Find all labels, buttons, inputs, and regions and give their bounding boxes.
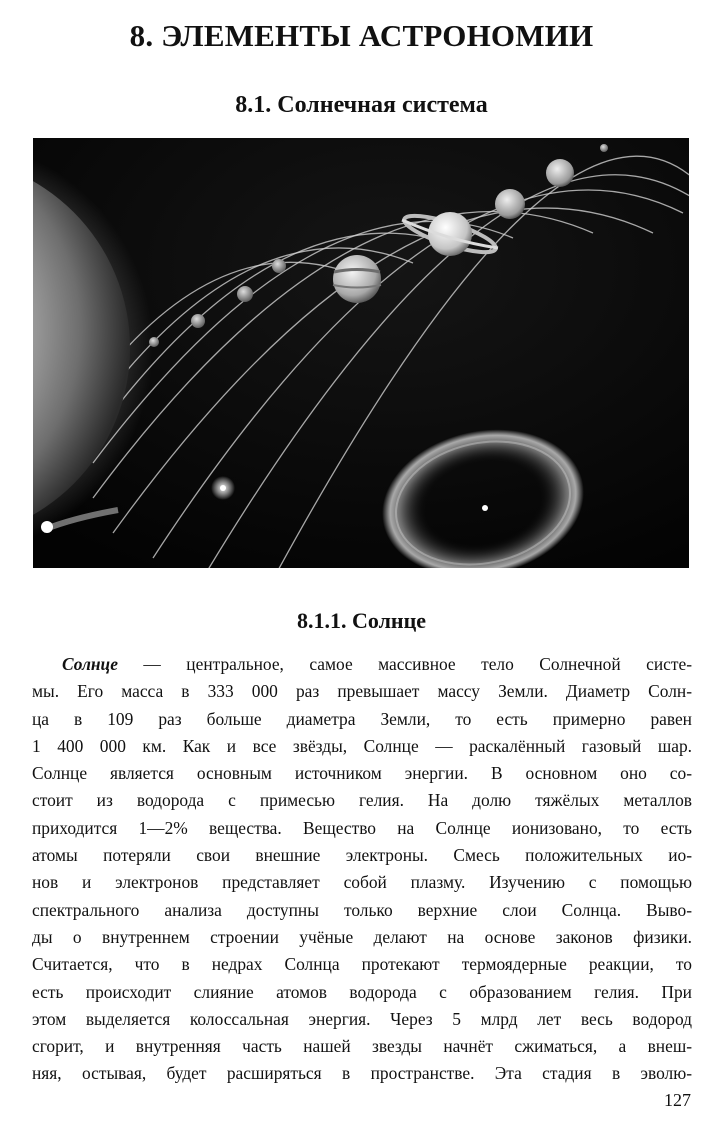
nebula-star — [482, 505, 488, 511]
solar-system-illustration — [33, 138, 689, 568]
paragraph-line: стоит из водорода с примесью гелия. На долю тяжёлых металлов — [32, 790, 692, 811]
paragraph-line: мы. Его масса в 333 000 раз превышает массу Земли. Диаметр Солн- — [32, 681, 692, 702]
planet-mercury — [149, 337, 159, 347]
paragraph-line: ды о внутреннем строении учёные делают на основе законов физики. — [32, 926, 692, 947]
planet-pluto — [600, 144, 608, 152]
paragraph-line: Считается, что в недрах Солнца протекают термоядерные реакции, то — [32, 954, 692, 975]
planet-mars — [272, 259, 286, 273]
line-text: — центральное, самое массивное тело Солнечной систе- — [117, 654, 692, 674]
paragraph-line: атомы потеряли свои внешние электроны. Смесь положительных ио- — [32, 845, 692, 866]
page-number: 127 — [664, 1090, 691, 1110]
paragraph-line: 1 400 000 км. Как и все звёзды, Солнце — раскалённый газовый шар. — [32, 735, 692, 756]
paragraph-line: няя, остывая, будет расширяться в пространстве. Эта стадия в эволю- — [32, 1063, 692, 1084]
planet-jupiter — [333, 255, 381, 303]
section-title: 8.1. Солнечная система — [235, 92, 488, 118]
paragraph-line: приходится 1—2% вещества. Вещество на Солнце ионизовано, то есть — [32, 817, 692, 838]
term-sun: Солнце — [62, 654, 118, 674]
chapter-title: 8. ЭЛЕМЕНТЫ АСТРОНОМИИ — [129, 18, 594, 53]
planet-earth — [237, 286, 253, 302]
paragraph-line — [32, 651, 692, 678]
paragraph-line: спектрального анализа доступны только верхние слои Солнца. Выво- — [32, 899, 692, 920]
paragraph-line: Солнце является основным источником энергии. В основном оно со- — [32, 763, 692, 784]
planet-uranus — [495, 189, 525, 219]
paragraph-sun — [32, 651, 692, 1088]
paragraph-line: нов и электронов представляет собой плазму. Изучению с помощью — [32, 872, 692, 893]
subsection-title: 8.1.1. Солнце — [296, 608, 427, 633]
star-core — [220, 485, 226, 491]
paragraph-line: этом выделяется колоссальная энергия. Через 5 млрд лет весь водород — [32, 1008, 692, 1029]
paragraph-line: есть происходит слияние атомов водорода с образованием гелия. При — [32, 981, 692, 1002]
planet-venus — [191, 314, 205, 328]
paragraph-line: сгорит, и внутренняя часть нашей звезды начнёт сжиматься, а внеш- — [32, 1036, 692, 1057]
paragraph-line: ца в 109 раз больше диаметра Земли, то есть примерно равен — [32, 708, 692, 729]
planet-neptune — [546, 159, 574, 187]
solar-system-svg — [33, 138, 689, 568]
